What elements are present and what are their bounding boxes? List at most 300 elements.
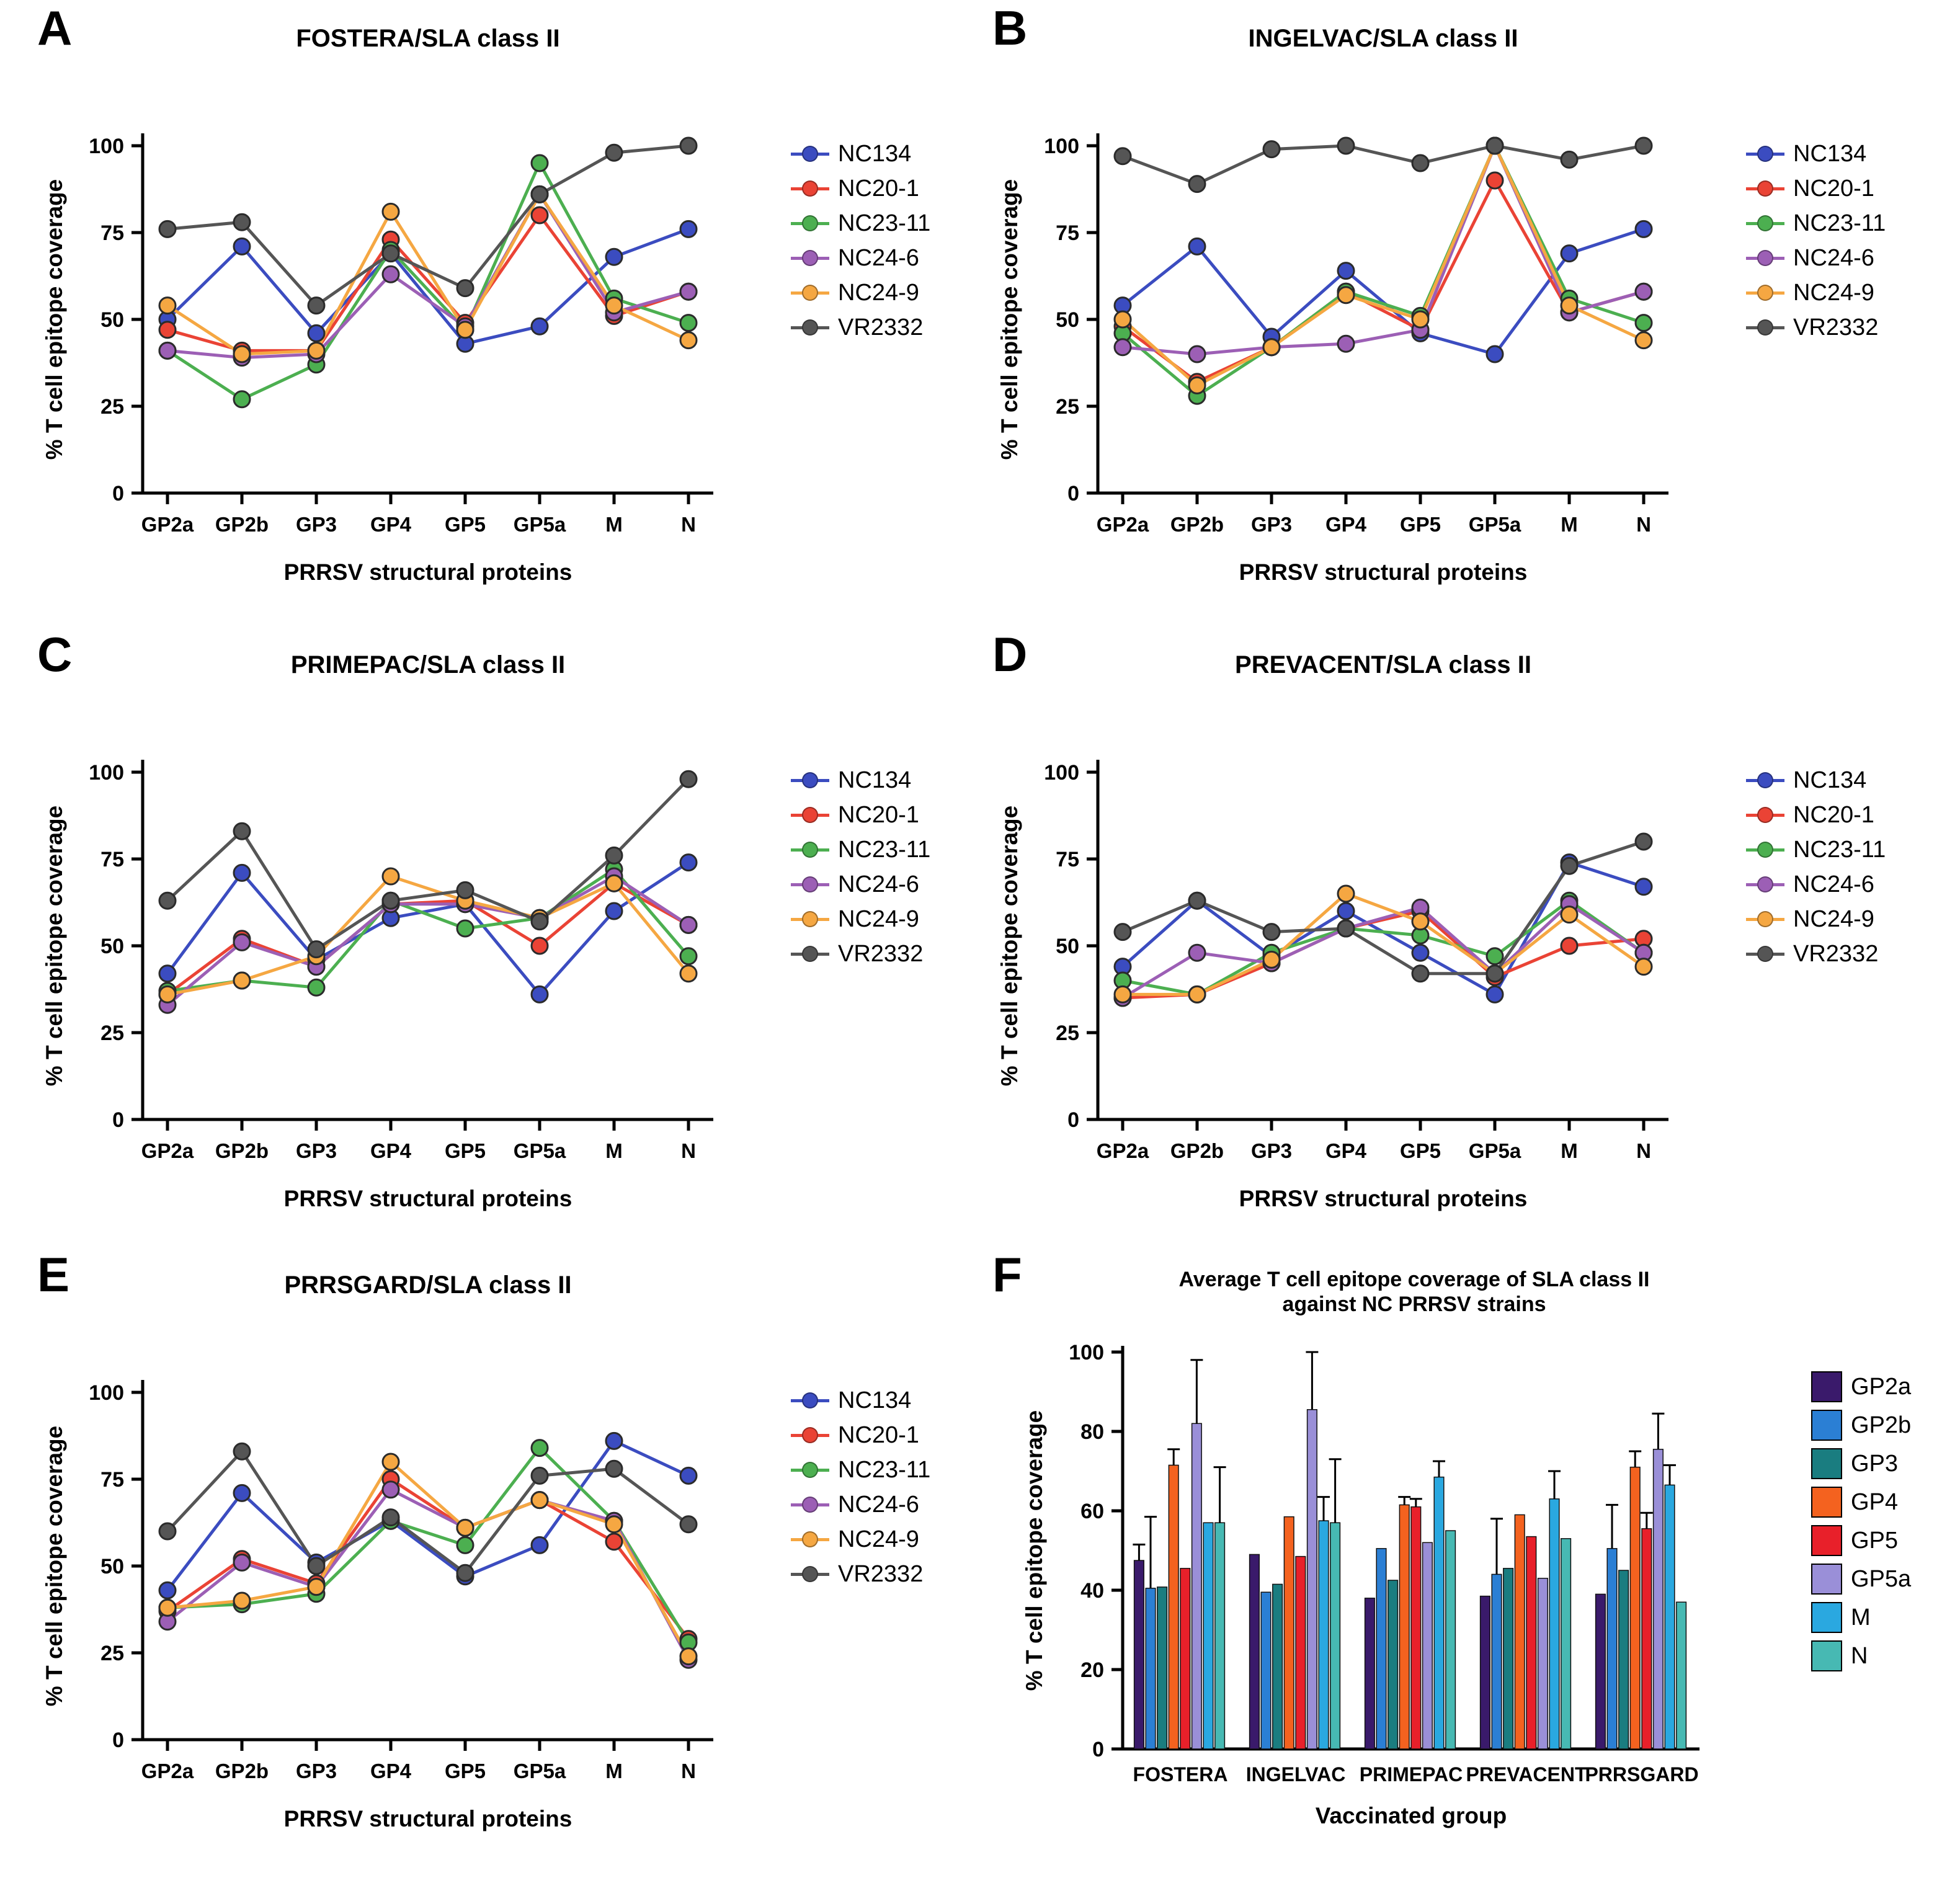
legend-item-gp4[interactable]: [1811, 1483, 1911, 1521]
bar: [1319, 1521, 1329, 1749]
panel-title: PRRSGARD/SLA class II: [284, 1271, 572, 1299]
svg-text:0: 0: [112, 1729, 124, 1752]
legend-dot-icon: [1757, 180, 1773, 197]
data-point: [234, 934, 250, 950]
panel-d: [992, 626, 1935, 1222]
legend-label: GP4: [1851, 1488, 1899, 1515]
legend-label: NC134: [838, 767, 912, 793]
legend-item-nc20-1[interactable]: [1746, 171, 1886, 206]
data-point: [1412, 155, 1428, 171]
legend-line-icon: [791, 1538, 829, 1541]
panel-letter: A: [37, 1, 73, 55]
data-point: [308, 1558, 324, 1574]
legend-line-icon: [791, 848, 829, 852]
legend-dot-icon: [802, 1462, 818, 1478]
legend-item-vr2332[interactable]: [1746, 310, 1886, 345]
legend-line-icon: [791, 814, 829, 817]
bar: [1607, 1549, 1617, 1749]
legend-item-nc24-6[interactable]: [1746, 241, 1886, 275]
legend-item-gp3[interactable]: [1811, 1444, 1911, 1483]
svg-text:M: M: [605, 1760, 623, 1782]
svg-text:PRRSV structural proteins: PRRSV structural proteins: [1239, 1186, 1528, 1211]
legend-line-icon: [791, 257, 829, 260]
legend-line-icon: [1746, 883, 1784, 886]
panel-title: PREVACENT/SLA class II: [1235, 651, 1531, 679]
data-point: [532, 186, 548, 202]
data-point: [159, 1600, 176, 1616]
svg-text:GP5: GP5: [1399, 1139, 1441, 1162]
data-point: [383, 203, 399, 220]
data-point: [383, 1510, 399, 1526]
legend-line-icon: [1746, 326, 1784, 329]
bar: [1273, 1584, 1283, 1749]
legend-label: NC23-11: [1793, 836, 1886, 863]
svg-text:GP5a: GP5a: [513, 1760, 566, 1782]
svg-text:GP2b: GP2b: [215, 513, 269, 536]
svg-text:100: 100: [1069, 1341, 1104, 1364]
legend-line-icon: [1746, 222, 1784, 225]
legend-label: N: [1851, 1642, 1868, 1669]
data-point: [1487, 948, 1503, 964]
svg-text:GP5a: GP5a: [1468, 513, 1521, 536]
data-point: [457, 322, 473, 338]
svg-text:75: 75: [1056, 848, 1079, 871]
svg-text:100: 100: [1044, 135, 1079, 158]
data-point: [1487, 346, 1503, 362]
legend-line-icon: [791, 222, 829, 225]
legend-label: NC24-9: [1793, 279, 1874, 306]
data-point: [234, 391, 250, 407]
data-point: [1487, 138, 1503, 154]
bar: [1446, 1531, 1456, 1749]
svg-text:GP5: GP5: [444, 1139, 486, 1162]
svg-text:GP5a: GP5a: [513, 513, 566, 536]
data-point: [680, 855, 697, 871]
legend-dot-icon: [802, 876, 818, 892]
legend-dot-icon: [802, 946, 818, 962]
data-point: [1561, 246, 1577, 262]
legend-dot-icon: [1757, 319, 1773, 336]
legend-dot-icon: [802, 807, 818, 823]
data-point: [159, 986, 176, 1002]
svg-text:50: 50: [100, 935, 124, 958]
legend-label: M: [1851, 1604, 1871, 1631]
legend-dot-icon: [802, 842, 818, 858]
data-point: [383, 868, 399, 884]
data-point: [457, 1565, 473, 1581]
legend-label: GP3: [1851, 1450, 1899, 1477]
legend-swatch-icon: [1811, 1371, 1842, 1402]
svg-text:100: 100: [1044, 761, 1079, 785]
legend-dot-icon: [802, 772, 818, 788]
svg-text:% T cell epitope coverage: % T cell epitope coverage: [1022, 1410, 1047, 1691]
legend-label: VR2332: [838, 1560, 924, 1587]
data-point: [1338, 287, 1354, 303]
svg-text:% T cell epitope coverage: % T cell epitope coverage: [997, 179, 1022, 460]
legend-dot-icon: [802, 146, 818, 162]
svg-text:GP2b: GP2b: [1170, 513, 1224, 536]
data-point: [159, 298, 176, 314]
bar: [1515, 1515, 1525, 1749]
data-point: [606, 249, 622, 265]
data-point: [1636, 332, 1652, 349]
svg-text:0: 0: [1092, 1738, 1104, 1761]
legend-dot-icon: [1757, 215, 1773, 231]
panel-b: [992, 0, 1935, 595]
data-point: [1561, 151, 1577, 167]
data-point: [159, 1523, 176, 1539]
legend-line-icon: [1746, 257, 1784, 260]
data-point: [1189, 377, 1205, 393]
data-point: [234, 865, 250, 881]
bar: [1376, 1549, 1386, 1749]
data-point: [1487, 986, 1503, 1002]
data-point: [1189, 986, 1205, 1002]
svg-text:GP4: GP4: [1325, 513, 1367, 536]
data-point: [1338, 263, 1354, 279]
panel-a: [37, 0, 980, 595]
bar: [1399, 1505, 1409, 1749]
legend-line-icon: [791, 187, 829, 190]
data-point: [606, 298, 622, 314]
series-line-NC20-1: [167, 215, 688, 350]
data-point: [532, 155, 548, 171]
line-plot-e: [37, 1284, 769, 1831]
data-point: [680, 1467, 697, 1484]
panel-title: INGELVAC/SLA class II: [1248, 25, 1518, 52]
legend-swatch-icon: [1811, 1602, 1842, 1633]
data-point: [1189, 346, 1205, 362]
bar: [1169, 1465, 1178, 1749]
data-point: [1115, 311, 1131, 327]
panel-title: Average T cell epitope coverage of SLA class II: [1178, 1268, 1650, 1291]
legend-item-nc23-11[interactable]: [1746, 206, 1886, 241]
svg-text:GP3: GP3: [1250, 1139, 1293, 1162]
legend-item-nc20-1[interactable]: [791, 798, 930, 832]
legend-label: NC24-6: [838, 871, 919, 897]
data-point: [159, 342, 176, 358]
legend-dot-icon: [1757, 250, 1773, 266]
svg-text:60: 60: [1080, 1500, 1104, 1523]
data-point: [1115, 986, 1131, 1002]
data-point: [532, 1537, 548, 1553]
svg-text:GP3: GP3: [295, 513, 337, 536]
legend-label: VR2332: [838, 940, 924, 967]
legend-line-icon: [1746, 291, 1784, 295]
legend-label: NC134: [1793, 767, 1867, 793]
legend-item-nc23-11[interactable]: [791, 832, 930, 867]
bar: [1561, 1539, 1571, 1749]
panel-c: [37, 626, 980, 1222]
data-point: [1263, 339, 1280, 355]
legend-line-icon: [791, 918, 829, 921]
bar: [1549, 1499, 1559, 1749]
svg-text:100: 100: [89, 761, 124, 785]
data-point: [1189, 892, 1205, 909]
data-point: [308, 298, 324, 314]
bar: [1677, 1602, 1686, 1749]
legend-label: NC134: [838, 140, 912, 167]
svg-text:25: 25: [100, 1021, 124, 1045]
data-point: [532, 938, 548, 954]
legend-dot-icon: [802, 215, 818, 231]
svg-text:0: 0: [112, 482, 124, 505]
legend-dot-icon: [802, 1427, 818, 1443]
data-point: [606, 145, 622, 161]
data-point: [1338, 920, 1354, 937]
legend-dot-icon: [1757, 911, 1773, 927]
legend-item-gp2a[interactable]: [1811, 1368, 1911, 1406]
legend-label: NC24-6: [838, 1491, 919, 1518]
data-point: [1636, 879, 1652, 895]
bar: [1596, 1594, 1606, 1749]
svg-text:% T cell epitope coverage: % T cell epitope coverage: [42, 805, 67, 1087]
legend-dot-icon: [802, 250, 818, 266]
legend-label: NC20-1: [1793, 801, 1874, 828]
panel-letter: C: [37, 627, 73, 682]
legend-item-nc24-6[interactable]: [791, 867, 930, 902]
data-point: [1115, 148, 1131, 164]
legend-line-icon: [791, 1399, 829, 1402]
data-point: [532, 986, 548, 1002]
legend-item-gp2b[interactable]: [1811, 1406, 1911, 1444]
data-point: [1338, 886, 1354, 902]
data-point: [532, 1440, 548, 1456]
legend-dot-icon: [802, 319, 818, 336]
data-point: [234, 1593, 250, 1609]
legend-label: GP5: [1851, 1527, 1899, 1554]
legend-item-nc24-9[interactable]: [1746, 275, 1886, 310]
legend-item-nc20-1[interactable]: [1746, 798, 1886, 832]
svg-text:50: 50: [1056, 935, 1079, 958]
bar: [1665, 1485, 1675, 1749]
data-point: [1636, 283, 1652, 300]
legend-label: VR2332: [838, 314, 924, 340]
data-point: [1636, 834, 1652, 850]
data-point: [1115, 924, 1131, 940]
bar: [1307, 1410, 1317, 1749]
bar: [1481, 1596, 1490, 1749]
svg-text:GP3: GP3: [1250, 513, 1293, 536]
data-point: [680, 332, 697, 349]
data-point: [457, 280, 473, 296]
legend-dot-icon: [1757, 876, 1773, 892]
svg-text:100: 100: [89, 135, 124, 158]
data-point: [680, 1516, 697, 1533]
svg-text:20: 20: [1080, 1658, 1104, 1682]
legend-e: [791, 1383, 930, 1591]
legend-item-nc24-6[interactable]: [791, 241, 930, 275]
legend-swatch-icon: [1811, 1448, 1842, 1479]
data-point: [383, 1482, 399, 1498]
legend-dot-icon: [802, 1566, 818, 1582]
legend-label: NC24-6: [1793, 871, 1874, 897]
legend-item-m[interactable]: [1811, 1598, 1911, 1637]
data-point: [308, 941, 324, 958]
svg-text:GP5: GP5: [444, 1760, 486, 1782]
data-point: [383, 892, 399, 909]
legend-item-nc134[interactable]: [791, 136, 930, 171]
legend-item-nc24-9[interactable]: [1746, 902, 1886, 937]
data-point: [680, 283, 697, 300]
panel-f: [992, 1247, 1960, 1867]
legend-item-gp5a[interactable]: [1811, 1560, 1911, 1598]
panel-letter: B: [992, 1, 1028, 55]
legend-dot-icon: [1757, 807, 1773, 823]
legend-dot-icon: [1757, 772, 1773, 788]
legend-item-vr2332[interactable]: [1746, 937, 1886, 971]
bar: [1388, 1580, 1398, 1749]
legend-item-n[interactable]: [1811, 1637, 1911, 1675]
data-point: [1561, 907, 1577, 923]
data-point: [1338, 903, 1354, 919]
svg-text:PRRSGARD: PRRSGARD: [1585, 1763, 1699, 1786]
svg-text:75: 75: [100, 848, 124, 871]
panel-subtitle: against NC PRRSV strains: [1282, 1293, 1546, 1316]
bar: [1203, 1523, 1213, 1749]
legend-line-icon: [1746, 918, 1784, 921]
legend-item-nc23-11[interactable]: [791, 206, 930, 241]
legend-label: NC20-1: [838, 801, 919, 828]
legend-item-nc134[interactable]: [1746, 763, 1886, 798]
legend-item-nc134[interactable]: [791, 1383, 930, 1418]
legend-label: NC23-11: [838, 1456, 931, 1483]
legend-item-nc24-6[interactable]: [1746, 867, 1886, 902]
svg-text:0: 0: [1067, 1108, 1079, 1132]
legend-item-nc23-11[interactable]: [1746, 832, 1886, 867]
legend-dot-icon: [802, 911, 818, 927]
bar: [1134, 1560, 1144, 1749]
svg-text:Vaccinated group: Vaccinated group: [1315, 1803, 1507, 1828]
svg-text:M: M: [1561, 513, 1578, 536]
legend-item-gp5[interactable]: [1811, 1521, 1911, 1560]
legend-item-nc24-9[interactable]: [791, 275, 930, 310]
bar: [1630, 1467, 1640, 1749]
data-point: [680, 1649, 697, 1665]
legend-item-vr2332[interactable]: [791, 937, 930, 971]
data-point: [457, 1519, 473, 1536]
legend-item-nc20-1[interactable]: [791, 171, 930, 206]
panel-title: PRIMEPAC/SLA class II: [290, 651, 566, 679]
data-point: [1115, 339, 1131, 355]
legend-item-nc24-9[interactable]: [791, 1522, 930, 1557]
data-point: [1189, 238, 1205, 254]
bar: [1215, 1523, 1225, 1749]
legend-swatch-icon: [1811, 1487, 1842, 1518]
data-point: [1487, 966, 1503, 982]
legend-line-icon: [1746, 779, 1784, 782]
svg-text:GP5a: GP5a: [1468, 1139, 1521, 1162]
svg-text:GP3: GP3: [295, 1139, 337, 1162]
svg-text:GP2b: GP2b: [215, 1139, 269, 1162]
svg-text:PRIMEPAC: PRIMEPAC: [1359, 1763, 1463, 1786]
line-plot-c: [37, 664, 769, 1211]
legend-line-icon: [791, 291, 829, 295]
svg-text:GP4: GP4: [1325, 1139, 1367, 1162]
legend-label: NC23-11: [838, 836, 931, 863]
data-point: [606, 875, 622, 891]
data-point: [532, 914, 548, 930]
legend-item-nc134[interactable]: [1746, 136, 1886, 171]
data-point: [308, 342, 324, 358]
bar: [1284, 1517, 1294, 1749]
svg-text:GP5a: GP5a: [513, 1139, 566, 1162]
legend-line-icon: [791, 1503, 829, 1506]
legend-line-icon: [791, 1573, 829, 1576]
data-point: [680, 315, 697, 331]
legend-item-nc20-1[interactable]: [791, 1418, 930, 1453]
data-point: [606, 1461, 622, 1477]
legend-item-nc24-6[interactable]: [791, 1487, 930, 1522]
data-point: [234, 238, 250, 254]
svg-text:GP4: GP4: [370, 1139, 412, 1162]
legend-item-nc23-11[interactable]: [791, 1453, 930, 1487]
data-point: [383, 246, 399, 262]
data-point: [680, 138, 697, 154]
data-point: [234, 1485, 250, 1501]
svg-text:N: N: [681, 1760, 696, 1782]
svg-text:40: 40: [1080, 1579, 1104, 1603]
legend-dot-icon: [802, 285, 818, 301]
data-point: [159, 892, 176, 909]
legend-item-nc134[interactable]: [791, 763, 930, 798]
panel-title: FOSTERA/SLA class II: [296, 25, 560, 52]
data-point: [383, 1454, 399, 1470]
svg-text:FOSTERA: FOSTERA: [1133, 1763, 1228, 1786]
svg-text:0: 0: [112, 1108, 124, 1132]
legend-item-vr2332[interactable]: [791, 1557, 930, 1591]
svg-text:50: 50: [100, 1555, 124, 1578]
legend-label: GP2b: [1851, 1412, 1912, 1438]
data-point: [159, 1582, 176, 1598]
legend-line-icon: [791, 779, 829, 782]
bar: [1503, 1568, 1513, 1749]
svg-text:GP2a: GP2a: [1096, 513, 1149, 536]
data-point: [159, 221, 176, 237]
data-point: [457, 882, 473, 898]
data-point: [680, 966, 697, 982]
svg-text:GP2a: GP2a: [141, 1760, 194, 1782]
legend-item-vr2332[interactable]: [791, 310, 930, 345]
data-point: [457, 920, 473, 937]
legend-line-icon: [791, 326, 829, 329]
svg-text:GP2a: GP2a: [141, 1139, 194, 1162]
data-point: [606, 1534, 622, 1550]
svg-text:GP2b: GP2b: [1170, 1139, 1224, 1162]
data-point: [1263, 141, 1280, 158]
legend-item-nc24-9[interactable]: [791, 902, 930, 937]
legend-line-icon: [791, 953, 829, 956]
data-point: [1263, 951, 1280, 968]
svg-text:80: 80: [1080, 1420, 1104, 1444]
data-point: [308, 979, 324, 995]
svg-text:75: 75: [100, 221, 124, 245]
bar: [1654, 1449, 1664, 1749]
data-point: [680, 771, 697, 787]
svg-text:GP5: GP5: [1399, 513, 1441, 536]
panel-letter: D: [992, 627, 1028, 682]
legend-label: NC24-9: [1793, 905, 1874, 932]
line-plot-d: [992, 664, 1724, 1211]
svg-text:25: 25: [100, 395, 124, 419]
legend-label: NC23-11: [838, 210, 931, 236]
svg-text:0: 0: [1067, 482, 1079, 505]
bar: [1261, 1592, 1271, 1749]
panel-letter: F: [992, 1247, 1022, 1302]
bar: [1146, 1588, 1156, 1749]
data-point: [532, 318, 548, 334]
legend-line-icon: [791, 883, 829, 886]
